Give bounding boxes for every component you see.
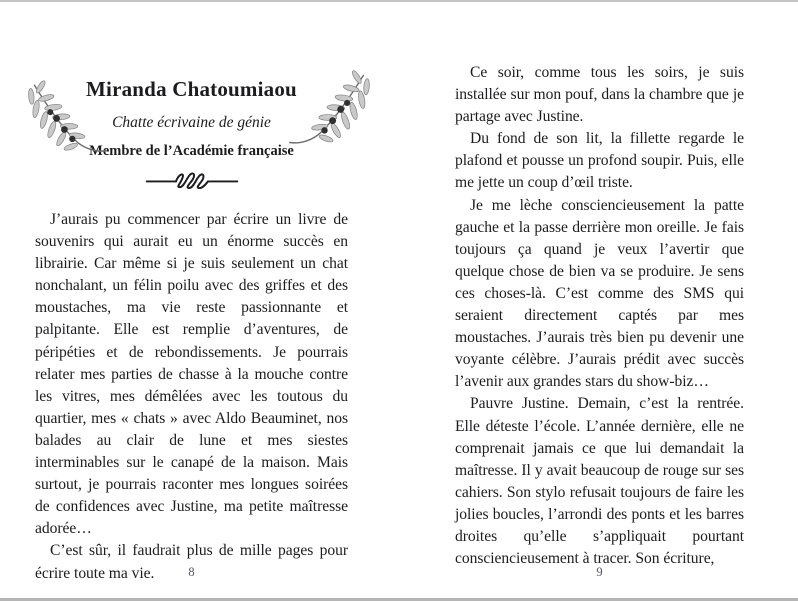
paragraph: Ce soir, comme tous les soirs, je suis installée sur mon pouf, dans la chambre que je partage avec Justine. <box>455 64 744 126</box>
author-title: Miranda Chatoumiaou <box>86 77 297 101</box>
paragraph: Du fond de son lit, la fillette regarde le plafond et pousse un profond soupir. Puis, elle me jette un coup d’œil triste. <box>455 130 744 192</box>
author-affiliation: Membre de l’Académie française <box>89 143 294 159</box>
paragraph: J’aurais pu commencer par écrire un livre de souvenirs qui aurait eu un énorme succès en librairie. Car même si je suis seulement un chat nonchalant, un félin poilu avec des griffes et des moustaches, ma vie reste passionnante et palpitante. Elle est remplie d’aventures, de péripéties et de rebondissements. Je pourrais relater mes parties de chasse à la mouche contre les vitres, mes démêlées avec les toutous du quartier, mes « chats » avec Aldo Beauminet, nos balades au clair de lune et mes siestes interminables sur le canapé de la maison. Mais surtout, je pourrais raconter mes longues soirées de confidences avec Justine, ma petite maîtresse adorée… <box>35 211 348 538</box>
paragraph: Je me lèche consciencieusement la patte gauche et la passe derrière mon oreille. Je fais toujours ça quand je veux l’avertir que quelque chose de bien va se produire. Je sens ces choses-là. C’est comme des SMS qui seraient directement captés par mes moustaches. J’aurais très bien pu devenir une voyante célèbre. J’aurais prédit avec succès l’avenir aux grandes stars du show-biz… <box>455 196 744 391</box>
chapter-header <box>35 60 348 189</box>
right-page-body <box>455 62 744 570</box>
author-subtitle: Chatte écrivaine de génie <box>112 114 271 131</box>
olive-branch-right-icon <box>289 70 373 152</box>
page-left <box>35 60 348 585</box>
page-number-left: 8 <box>188 565 195 579</box>
page-right <box>455 62 744 570</box>
paragraph: Pauvre Justine. Demain, c’est la rentrée. Elle déteste l’école. L’année dernière, elle ne comprenait jamais ce que lui demandait la maîtresse. Il y avait beaucoup de rouge sur ses cahiers. Son stylo refusait toujours de faire les jolies boucles, l’arrondi des ponts et les barres droites qu’elle s’appliquait pourtant consciencieusement à tracer. Son écriture, <box>455 395 744 568</box>
calligraphic-squiggle-divider-icon <box>143 172 241 189</box>
left-page-body <box>35 209 348 585</box>
olive-branch-left-icon <box>25 80 107 160</box>
page-number-right: 9 <box>596 565 603 579</box>
paragraph: C’est sûr, il faudrait plus de mille pages pour écrire toute ma vie. <box>35 542 348 582</box>
